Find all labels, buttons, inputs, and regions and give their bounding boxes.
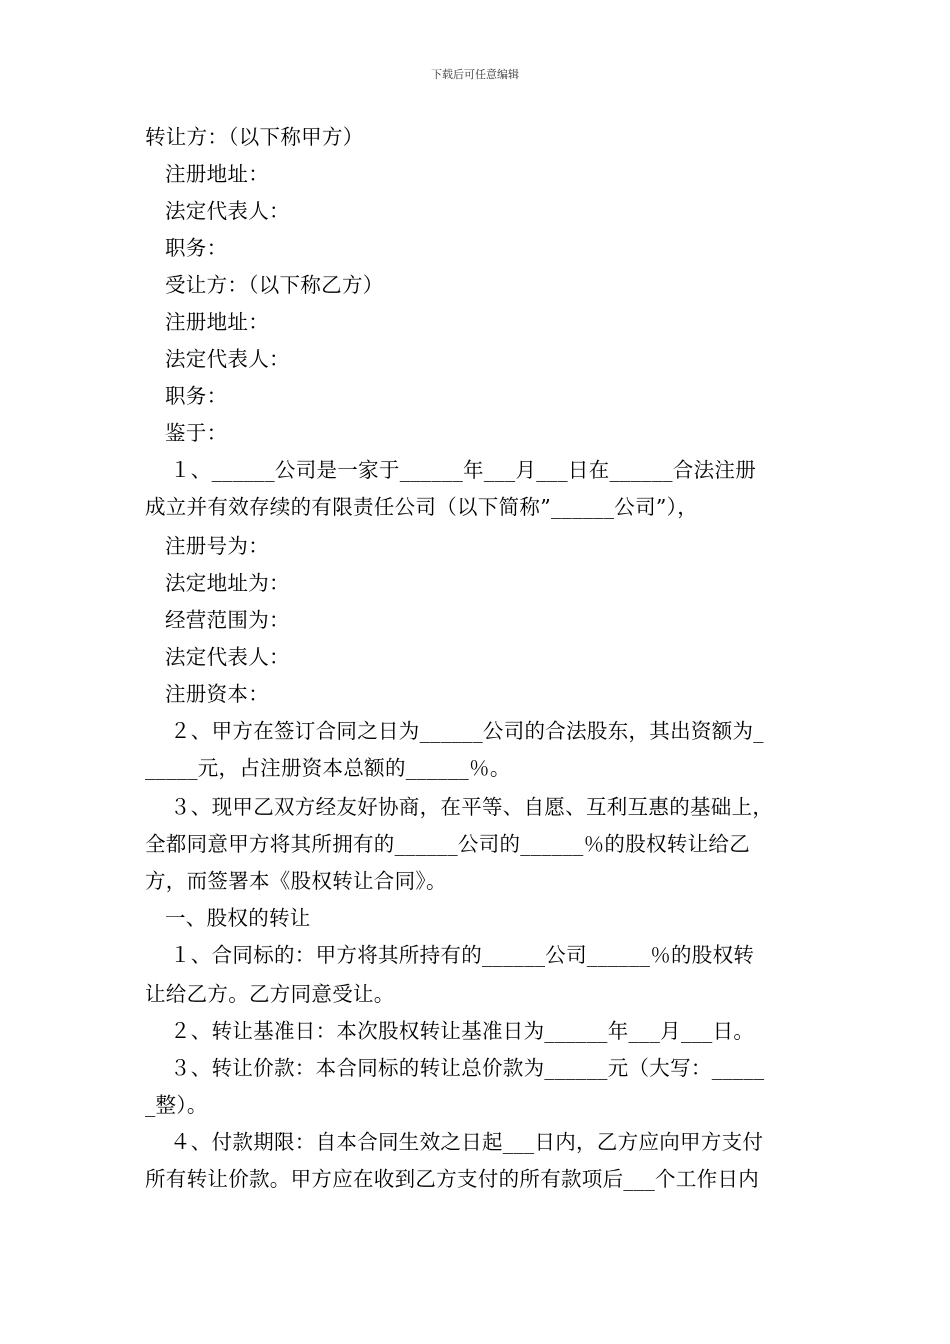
document-line: _____元，占注册资本总额的______％。 [145,756,511,780]
document-line: １、合同标的：甲方将其所持有的______公司______％的股权转 [170,943,755,967]
document-line: 一、股权的转让 [165,906,311,930]
document-line: 法定代表人： [165,199,290,223]
document-line: 经营范围为： [165,608,290,632]
document-line: 鉴于： [165,421,228,445]
document-line: ４、付款期限：自本合同生效之日起___日内，乙方应向甲方支付 [170,1130,764,1154]
document-line: 法定代表人： [165,347,290,371]
document-line: 注册地址： [165,162,269,186]
document-line: ３、现甲乙双方经友好协商，在平等、自愿、互利互惠的基础上， [170,795,774,819]
document-line: 法定地址为： [165,571,290,595]
document-line: ３、转让价款：本合同标的转让总价款为______元（大写：_____ [170,1056,765,1080]
page-header: 下载后可任意编辑 [431,68,519,81]
document-line: 法定代表人： [165,645,290,669]
document-line: 方，而签署本《股权转让合同》。 [145,869,447,893]
document-line: 注册地址： [165,310,269,334]
document-line: 转让方：（以下称甲方） [145,125,364,149]
document-line: 受让方：（以下称乙方） [165,273,384,297]
document-line: ２、转让基准日：本次股权转让基准日为______年___月___日。 [170,1019,755,1043]
document-line: 注册资本： [165,682,269,706]
document-line: 所有转让价款。甲方应在收到乙方支付的所有款项后___个工作日内 [145,1167,760,1191]
document-line: ２、甲方在签订合同之日为______公司的合法股东，其出资额为_ [170,719,764,743]
document-line: 全都同意甲方将其所拥有的______公司的______％的股权转让给乙 [145,832,750,856]
document-line: 成立并有效存续的有限责任公司（以下简称”______公司”）， [145,495,699,519]
document-line: １、______公司是一家于______年___月___日在______合法注册 [170,458,756,482]
document-line: 注册号为： [165,534,269,558]
document-line: 职务： [165,384,228,408]
document-line: _整）。 [145,1093,208,1117]
document-line: 让给乙方。乙方同意受让。 [145,982,395,1006]
document-line: 职务： [165,236,228,260]
